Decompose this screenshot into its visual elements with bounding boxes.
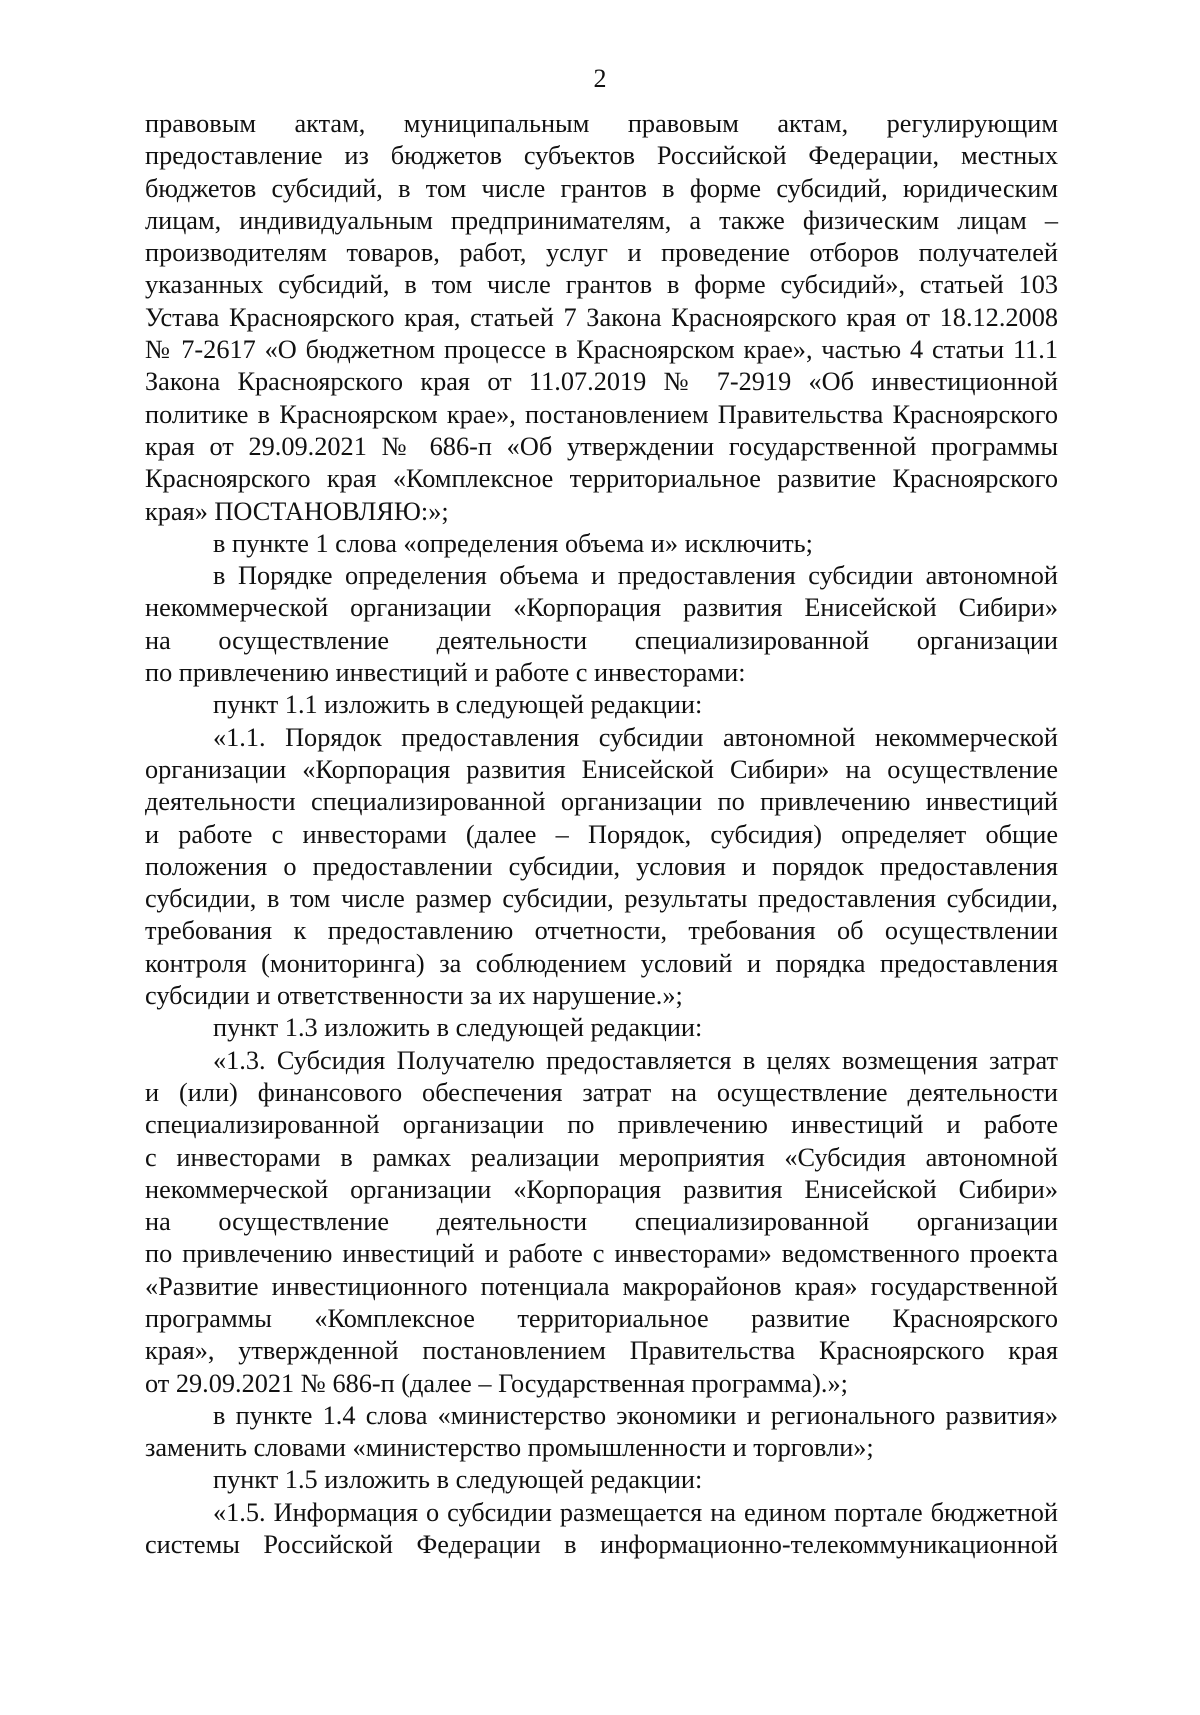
text-line: на осуществление деятельности специализированной организации <box>145 625 1058 655</box>
text-line: № 7-2617 «О бюджетном процессе в Красноярском крае», частью 4 статьи 11.1 <box>145 335 1058 365</box>
text-line: специализированной организации по привлечению инвестиций и работе <box>145 1110 1058 1140</box>
text-line: программы «Комплексное территориальное развитие Красноярского <box>145 1303 1058 1333</box>
text-line: Закона Красноярского края от 11.07.2019 № 7-2919 «Об инвестиционной <box>145 367 1058 397</box>
text-line: пункт 1.3 изложить в следующей редакции: <box>213 1013 703 1043</box>
text-line: Красноярского края «Комплексное территориальное развитие Красноярского <box>145 464 1058 494</box>
text-line: лицам, индивидуальным предпринимателям, а также физическим лицам – <box>145 205 1058 235</box>
text-line: указанных субсидий, в том числе грантов в форме субсидий», статьей 103 <box>145 270 1058 300</box>
text-line: края», утвержденной постановлением Правительства Красноярского края <box>145 1336 1058 1366</box>
text-line: и (или) финансового обеспечения затрат на осуществление деятельности <box>145 1077 1058 1107</box>
text-line: пункт 1.1 изложить в следующей редакции: <box>213 690 703 720</box>
text-line: заменить словами «министерство промышленности и торговли»; <box>145 1433 874 1463</box>
text-line: положения о предоставлении субсидии, условия и порядок предоставления <box>145 851 1058 881</box>
text-line: на осуществление деятельности специализированной организации <box>145 1207 1058 1237</box>
text-line: края» ПОСТАНОВЛЯЮ:»; <box>145 496 449 526</box>
text-line: края от 29.09.2021 № 686-п «Об утверждении государственной программы <box>145 431 1058 461</box>
text-line: по привлечению инвестиций и работе с инвесторами: <box>145 658 746 688</box>
text-line: контроля (мониторинга) за соблюдением условий и порядка предоставления <box>145 948 1058 978</box>
text-line: предоставление из бюджетов субъектов Российской Федерации, местных <box>145 141 1058 171</box>
document-body <box>145 108 1058 1561</box>
text-line: требования к предоставлению отчетности, требования об осуществлении <box>145 916 1058 946</box>
text-line: системы Российской Федерации в информационно-телекоммуникационной <box>145 1530 1058 1560</box>
text-line: Устава Красноярского края, статьей 7 Закона Красноярского края от 18.12.2008 <box>145 302 1058 332</box>
text-line: субсидии, в том числе размер субсидии, результаты предоставления субсидии, <box>145 884 1058 914</box>
text-line: «Развитие инвестиционного потенциала макрорайонов края» государственной <box>145 1271 1058 1301</box>
text-line: производителям товаров, работ, услуг и проведение отборов получателей <box>145 238 1058 268</box>
text-line: в пункте 1 слова «определения объема и» исключить; <box>213 528 813 558</box>
text-line: в Порядке определения объема и предоставления субсидии автономной <box>213 561 1058 591</box>
text-line: по привлечению инвестиций и работе с инвесторами» ведомственного проекта <box>145 1239 1058 1269</box>
page-number: 2 <box>593 64 607 93</box>
text-line: «1.3. Субсидия Получателю предоставляется в целях возмещения затрат <box>213 1045 1058 1075</box>
text-line: некоммерческой организации «Корпорация развития Енисейской Сибири» <box>145 593 1058 623</box>
text-line: некоммерческой организации «Корпорация развития Енисейской Сибири» <box>145 1174 1058 1204</box>
text-line: с инвесторами в рамках реализации мероприятия «Субсидия автономной <box>145 1142 1058 1172</box>
text-line: политике в Красноярском крае», постановлением Правительства Красноярского <box>145 399 1058 429</box>
text-line: деятельности специализированной организации по привлечению инвестиций <box>145 787 1058 817</box>
text-line: бюджетов субсидий, в том числе грантов в форме субсидий, юридическим <box>145 173 1058 203</box>
text-line: от 29.09.2021 № 686-п (далее – Государственная программа).»; <box>145 1368 848 1398</box>
text-line: правовым актам, муниципальным правовым актам, регулирующим <box>145 109 1058 138</box>
text-line: в пункте 1.4 слова «министерство экономики и регионального развития» <box>213 1400 1058 1430</box>
text-line: и работе с инвесторами (далее – Порядок, субсидия) определяет общие <box>145 819 1058 849</box>
text-line: «1.5. Информация о субсидии размещается на едином портале бюджетной <box>213 1497 1058 1527</box>
text-line: субсидии и ответственности за их нарушение.»; <box>145 981 683 1011</box>
text-line: «1.1. Порядок предоставления субсидии автономной некоммерческой <box>213 722 1058 752</box>
text-line: организации «Корпорация развития Енисейской Сибири» на осуществление <box>145 754 1058 784</box>
text-line: пункт 1.5 изложить в следующей редакции: <box>213 1465 703 1495</box>
